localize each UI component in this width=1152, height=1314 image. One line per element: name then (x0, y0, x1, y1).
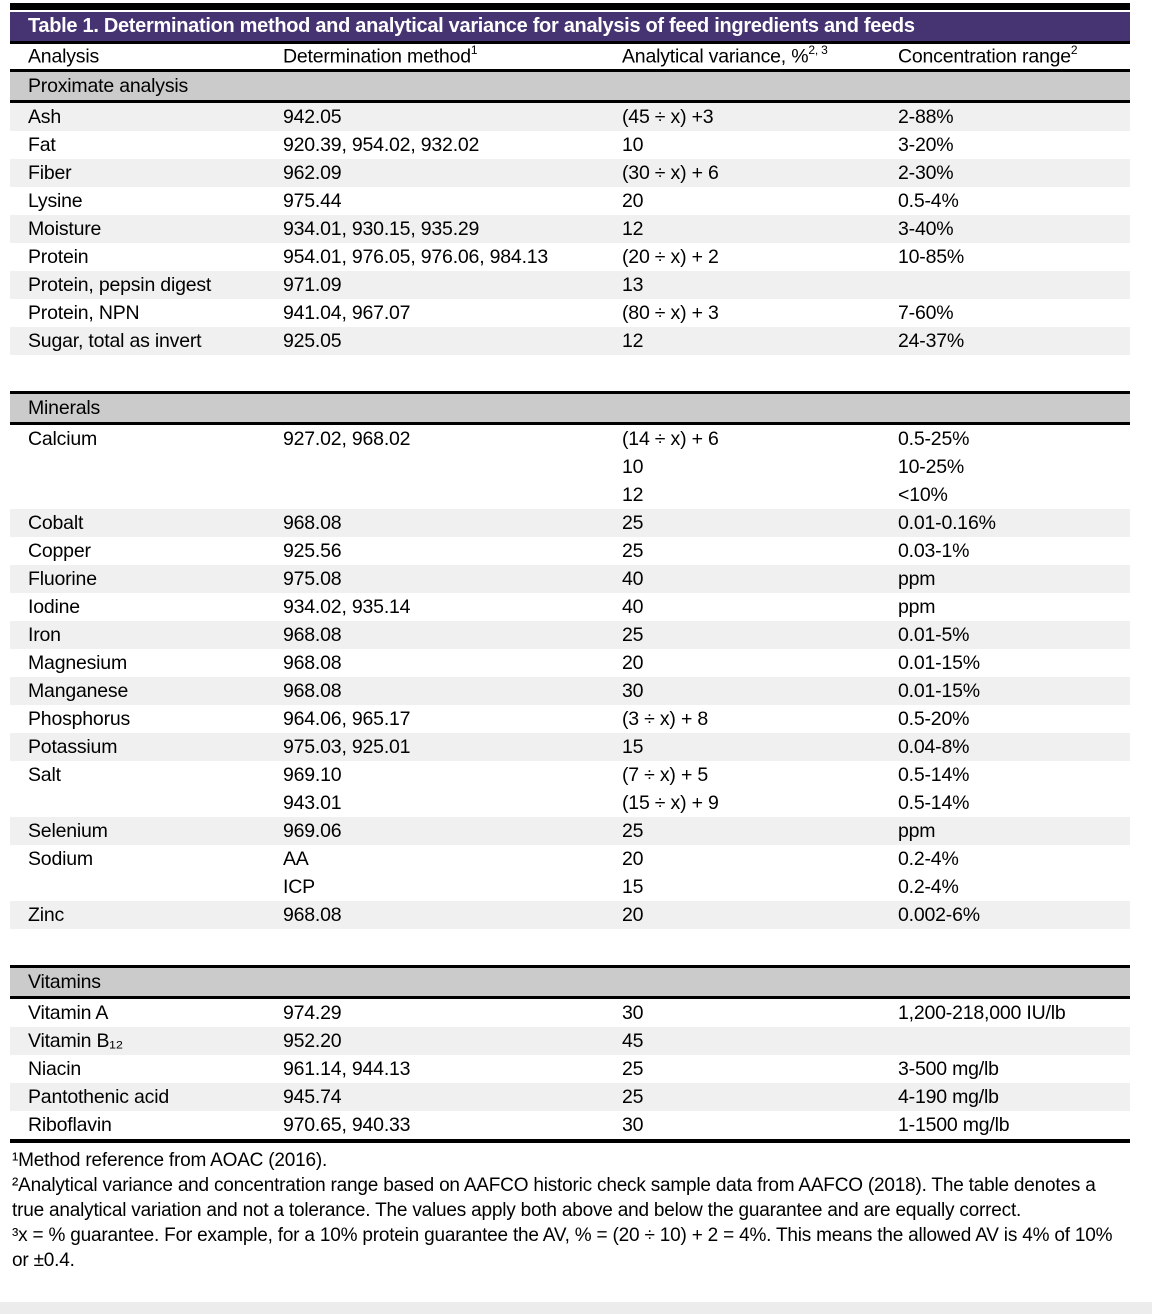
cell-line: 975.03, 925.01 (283, 736, 411, 758)
cell-line: 975.44 (283, 190, 342, 212)
table-cell (28, 733, 283, 761)
table-row (10, 901, 1130, 929)
cell-line: Protein, pepsin digest (28, 274, 212, 296)
cell-line: 968.08 (283, 680, 342, 702)
cell-line: 3-20% (898, 134, 954, 156)
table-cell (283, 1055, 622, 1083)
table-cell (898, 705, 1130, 733)
table-cell (898, 299, 1130, 327)
section-gap (10, 355, 1130, 391)
table-cell (28, 761, 283, 817)
table-cell (283, 733, 622, 761)
cell-line: 969.10 (283, 764, 342, 786)
cell-line: 10 (622, 456, 644, 478)
column-header-row (10, 41, 1130, 69)
cell-line (898, 271, 1130, 299)
table-cell (622, 593, 898, 621)
table-cell (283, 271, 622, 299)
table-cell (28, 845, 283, 901)
cell-line: Niacin (28, 1058, 81, 1080)
table-row (10, 327, 1130, 355)
table-row (10, 509, 1130, 537)
table-row (10, 565, 1130, 593)
cell-line: 15 (622, 876, 644, 898)
table-cell (28, 705, 283, 733)
cell-line: 968.08 (283, 904, 342, 926)
cell-line (898, 1027, 1130, 1055)
table-cell (898, 509, 1130, 537)
cell-line: 25 (622, 540, 644, 562)
table-cell (283, 761, 622, 817)
table-cell (283, 565, 622, 593)
cell-line: 0.5-20% (898, 708, 970, 730)
table-cell (898, 649, 1130, 677)
table-row (10, 761, 1130, 817)
cell-line: 968.08 (283, 652, 342, 674)
header-superscript: 2 (1070, 43, 1078, 58)
table-cell (622, 649, 898, 677)
cell-line: 927.02, 968.02 (283, 428, 411, 450)
table-row (10, 425, 1130, 509)
cell-line: Riboflavin (28, 1114, 112, 1136)
cell-line: 12 (622, 330, 644, 352)
table-cell (898, 1055, 1130, 1083)
table-row (10, 593, 1130, 621)
table-cell (622, 103, 898, 131)
table-cell (283, 677, 622, 705)
cell-line: 40 (622, 568, 644, 590)
table-cell (283, 593, 622, 621)
table-cell (28, 159, 283, 187)
cell-line: 0.5-14% (898, 792, 970, 814)
table-cell (28, 131, 283, 159)
table-cell (898, 187, 1130, 215)
table-cell (283, 845, 622, 901)
cell-line: Calcium (28, 428, 98, 450)
table-cell (622, 1055, 898, 1083)
table-cell (898, 1111, 1130, 1139)
table-row (10, 159, 1130, 187)
table-cell (28, 187, 283, 215)
cell-line: Sodium (28, 848, 93, 870)
cell-line: Salt (28, 764, 61, 786)
table-cell (898, 845, 1130, 901)
table-cell (622, 537, 898, 565)
table-cell (622, 1027, 898, 1055)
cell-line: Zinc (28, 904, 65, 926)
cell-line: 0.5-4% (898, 190, 959, 212)
table-cell (283, 1027, 622, 1055)
table-cell (28, 817, 283, 845)
table-cell (28, 999, 283, 1027)
table-cell (898, 733, 1130, 761)
cell-line: 3-40% (898, 218, 954, 240)
cell-line: 20 (622, 190, 644, 212)
table-cell (28, 215, 283, 243)
cell-line: 961.14, 944.13 (283, 1058, 411, 1080)
table-cell (283, 621, 622, 649)
cell-line: 0.04-8% (898, 736, 970, 758)
table-cell (283, 159, 622, 187)
table-body (10, 69, 1130, 1139)
table-cell (28, 677, 283, 705)
table-cell (283, 817, 622, 845)
table-cell (283, 327, 622, 355)
table-title-bar (10, 12, 1130, 41)
cell-line: Magnesium (28, 652, 127, 674)
table-cell (28, 1027, 283, 1055)
table-cell (283, 537, 622, 565)
table-cell (622, 187, 898, 215)
cell-line: 40 (622, 596, 644, 618)
cell-line: (7 ÷ x) + 5 (622, 764, 708, 786)
cell-line: 0.2-4% (898, 848, 959, 870)
table-cell (898, 159, 1130, 187)
cell-line: ppm (898, 596, 936, 618)
cell-line: Fluorine (28, 568, 97, 590)
table-cell (898, 621, 1130, 649)
header-superscript: 1 (470, 43, 478, 58)
table-cell (283, 103, 622, 131)
table-row (10, 103, 1130, 131)
cell-line: Iron (28, 624, 61, 646)
cell-line: 10-25% (898, 456, 965, 478)
table-cell (622, 817, 898, 845)
table-cell (622, 327, 898, 355)
cell-line: 920.39, 954.02, 932.02 (283, 134, 480, 156)
header-superscript: 2, 3 (808, 43, 828, 58)
table-cell (283, 1111, 622, 1139)
cell-line: Potassium (28, 736, 118, 758)
table-cell (898, 103, 1130, 131)
cell-line: 25 (622, 1086, 644, 1108)
table-row (10, 215, 1130, 243)
table-cell (28, 103, 283, 131)
table-cell (283, 187, 622, 215)
cell-line: Sugar, total as invert (28, 330, 202, 352)
table-cell (28, 1083, 283, 1111)
table-row (10, 999, 1130, 1027)
cell-line: 969.06 (283, 820, 342, 842)
table-cell (622, 1083, 898, 1111)
table-cell (622, 299, 898, 327)
table-cell (622, 243, 898, 271)
cell-line: 20 (622, 652, 644, 674)
cell-line: 2-30% (898, 162, 954, 184)
table-cell (898, 1083, 1130, 1111)
table-cell (898, 243, 1130, 271)
table-row (10, 537, 1130, 565)
table-cell (28, 565, 283, 593)
cell-line: 952.20 (283, 1030, 342, 1052)
cell-line: 0.01-15% (898, 680, 980, 702)
table-cell (28, 1111, 283, 1139)
table-cell (622, 1111, 898, 1139)
table-cell (283, 425, 622, 509)
cell-line: 934.01, 930.15, 935.29 (283, 218, 480, 240)
table-row (10, 733, 1130, 761)
cell-line: 24-37% (898, 330, 965, 352)
table-cell (283, 243, 622, 271)
table-row (10, 845, 1130, 901)
cell-line: 925.05 (283, 330, 342, 352)
column-header-analysis: Analysis (28, 45, 100, 68)
cell-line: (20 ÷ x) + 2 (622, 246, 719, 268)
table-cell (898, 1027, 1130, 1055)
cell-line: 970.65, 940.33 (283, 1114, 411, 1136)
cell-line: 0.01-5% (898, 624, 970, 646)
cell-line: 0.5-25% (898, 428, 970, 450)
cell-line: ICP (283, 876, 315, 898)
table-cell (283, 649, 622, 677)
table-cell (28, 327, 283, 355)
cell-line: 942.05 (283, 106, 342, 128)
cell-line: 30 (622, 1114, 644, 1136)
cell-line: 4-190 mg/lb (898, 1086, 999, 1108)
table-cell (898, 425, 1130, 509)
cell-line: 945.74 (283, 1086, 342, 1108)
table-cell (898, 901, 1130, 929)
table-row (10, 131, 1130, 159)
table-cell (622, 733, 898, 761)
cell-line: 0.01-0.16% (898, 512, 996, 534)
table-cell (283, 999, 622, 1027)
cell-line: Cobalt (28, 512, 84, 534)
table-cell (898, 817, 1130, 845)
table-cell (622, 509, 898, 537)
table-cell (898, 593, 1130, 621)
table-row (10, 1111, 1130, 1139)
table-cell (28, 593, 283, 621)
table-cell (622, 131, 898, 159)
cell-line: Moisture (28, 218, 102, 240)
cell-line: AA (283, 848, 309, 870)
footnote-1: ¹Method reference from AOAC (2016). (12, 1150, 328, 1171)
table-cell (898, 271, 1130, 299)
cell-line: Pantothenic acid (28, 1086, 169, 1108)
footnote-3: ³x = % guarantee. For example, for a 10% protein guarantee the AV, % = (20 ÷ 10) + 2 = 4%. This means the allowed AV is 4% of 10% or ±0.4. (12, 1225, 1113, 1271)
table-cell (28, 537, 283, 565)
cell-line: 954.01, 976.05, 976.06, 984.13 (283, 246, 549, 268)
table-cell (622, 901, 898, 929)
table-cell (283, 299, 622, 327)
cell-line: 25 (622, 624, 644, 646)
cell-line: 30 (622, 1002, 644, 1024)
table-cell (28, 649, 283, 677)
cell-line: Ash (28, 106, 62, 128)
cell-line: 0.01-15% (898, 652, 980, 674)
table-cell (622, 677, 898, 705)
cell-line: 25 (622, 1058, 644, 1080)
cell-line: 30 (622, 680, 644, 702)
table-cell (622, 215, 898, 243)
footnote-2: ²Analytical variance and concentration range based on AAFCO historic check sample data from AAFCO (2018). The table denotes a true analytical variation and not a tolerance. The values apply both above and below the guarantee and are equally correct. (12, 1175, 1096, 1221)
cell-line: 0.5-14% (898, 764, 970, 786)
table-cell (28, 509, 283, 537)
cell-line: 964.06, 965.17 (283, 708, 411, 730)
section-header: Proximate analysis (10, 69, 1130, 103)
table-cell (283, 509, 622, 537)
table-cell (898, 761, 1130, 817)
cell-line: Fat (28, 134, 56, 156)
table-cell (283, 705, 622, 733)
cell-line: 10-85% (898, 246, 965, 268)
table-cell (28, 299, 283, 327)
table-row (10, 1055, 1130, 1083)
section-header: Minerals (10, 391, 1130, 425)
cell-line: 1,200-218,000 IU/lb (898, 1002, 1066, 1024)
cell-line: 941.04, 967.07 (283, 302, 411, 324)
cell-line: (30 ÷ x) + 6 (622, 162, 719, 184)
cell-line: 0.2-4% (898, 876, 959, 898)
table-cell (622, 705, 898, 733)
cell-line: 0.03-1% (898, 540, 970, 562)
table-cell (28, 621, 283, 649)
table-row (10, 271, 1130, 299)
cell-line: 975.08 (283, 568, 342, 590)
table-cell (622, 761, 898, 817)
cell-line: 968.08 (283, 624, 342, 646)
table-cell (898, 565, 1130, 593)
table-row (10, 649, 1130, 677)
cell-line: Copper (28, 540, 91, 562)
table-cell (283, 1083, 622, 1111)
table-row (10, 299, 1130, 327)
column-header-concentration-range: Concentration range$^2$ (898, 43, 1078, 68)
table-cell (283, 131, 622, 159)
table-row (10, 1083, 1130, 1111)
table-row (10, 705, 1130, 733)
cell-line: (14 ÷ x) + 6 (622, 428, 719, 450)
cell-line: 15 (622, 736, 644, 758)
table-cell (283, 901, 622, 929)
cell-line: 10 (622, 134, 644, 156)
cell-line: 943.01 (283, 792, 342, 814)
cell-line: 20 (622, 848, 644, 870)
table-cell (28, 425, 283, 509)
table-cell (28, 243, 283, 271)
cell-line: 968.08 (283, 512, 342, 534)
cell-line: (45 ÷ x) +3 (622, 106, 714, 128)
table-row (10, 1027, 1130, 1055)
cell-line: 12 (622, 484, 644, 506)
table-cell (622, 159, 898, 187)
cell-line: 962.09 (283, 162, 342, 184)
table-cell (622, 999, 898, 1027)
table-row (10, 621, 1130, 649)
table-title: Table 1. Determination method and analytical variance for analysis of feed ingredients and feeds (28, 15, 915, 37)
cell-line: 12 (622, 218, 644, 240)
cell-line: 13 (622, 274, 644, 296)
section-gap (10, 929, 1130, 965)
table-cell (898, 537, 1130, 565)
table-cell (283, 215, 622, 243)
table-cell (898, 215, 1130, 243)
cell-line: Vitamin B₁₂ (28, 1030, 124, 1052)
table-cell (622, 425, 898, 509)
page-bottom-strip (0, 1302, 1152, 1314)
cell-line: 45 (622, 1030, 644, 1052)
cell-line: 934.02, 935.14 (283, 596, 411, 618)
table-cell (898, 131, 1130, 159)
cell-line: Iodine (28, 596, 80, 618)
cell-line: Phosphorus (28, 708, 131, 730)
cell-line: Lysine (28, 190, 83, 212)
table-cell (898, 677, 1130, 705)
column-header-determination-method: Determination method$^1$ (283, 43, 478, 68)
cell-line: Fiber (28, 162, 72, 184)
cell-line: <10% (898, 484, 948, 506)
table-top-border (10, 3, 1130, 10)
table-cell (28, 271, 283, 299)
cell-line: (80 ÷ x) + 3 (622, 302, 719, 324)
table (10, 3, 1130, 1273)
cell-line: 7-60% (898, 302, 954, 324)
table-row (10, 677, 1130, 705)
footnotes (10, 1139, 1130, 1273)
cell-line: 1-1500 mg/lb (898, 1114, 1010, 1136)
cell-line: 971.09 (283, 274, 342, 296)
table-cell (898, 327, 1130, 355)
cell-line: 20 (622, 904, 644, 926)
cell-line: ppm (898, 568, 936, 590)
cell-line: Manganese (28, 680, 129, 702)
table-cell (622, 271, 898, 299)
table-cell (622, 621, 898, 649)
table-row (10, 187, 1130, 215)
cell-line: 0.002-6% (898, 904, 980, 926)
cell-line: Selenium (28, 820, 108, 842)
table-cell (622, 845, 898, 901)
cell-line: 974.29 (283, 1002, 342, 1024)
column-header-analytical-variance: Analytical variance, %$^{2, 3}$ (622, 43, 828, 68)
table-row (10, 817, 1130, 845)
cell-line: 3-500 mg/lb (898, 1058, 999, 1080)
cell-line: Vitamin A (28, 1002, 109, 1024)
table-cell (622, 565, 898, 593)
cell-line: Protein, NPN (28, 302, 140, 324)
table-cell (28, 1055, 283, 1083)
table-cell (28, 901, 283, 929)
cell-line: Protein (28, 246, 89, 268)
cell-line: 925.56 (283, 540, 342, 562)
cell-line: 25 (622, 512, 644, 534)
cell-line: 25 (622, 820, 644, 842)
section-header: Vitamins (10, 965, 1130, 999)
cell-line: (15 ÷ x) + 9 (622, 792, 719, 814)
table-row (10, 243, 1130, 271)
cell-line: ppm (898, 820, 936, 842)
cell-line: 2-88% (898, 106, 954, 128)
table-cell (898, 999, 1130, 1027)
cell-line: (3 ÷ x) + 8 (622, 708, 708, 730)
